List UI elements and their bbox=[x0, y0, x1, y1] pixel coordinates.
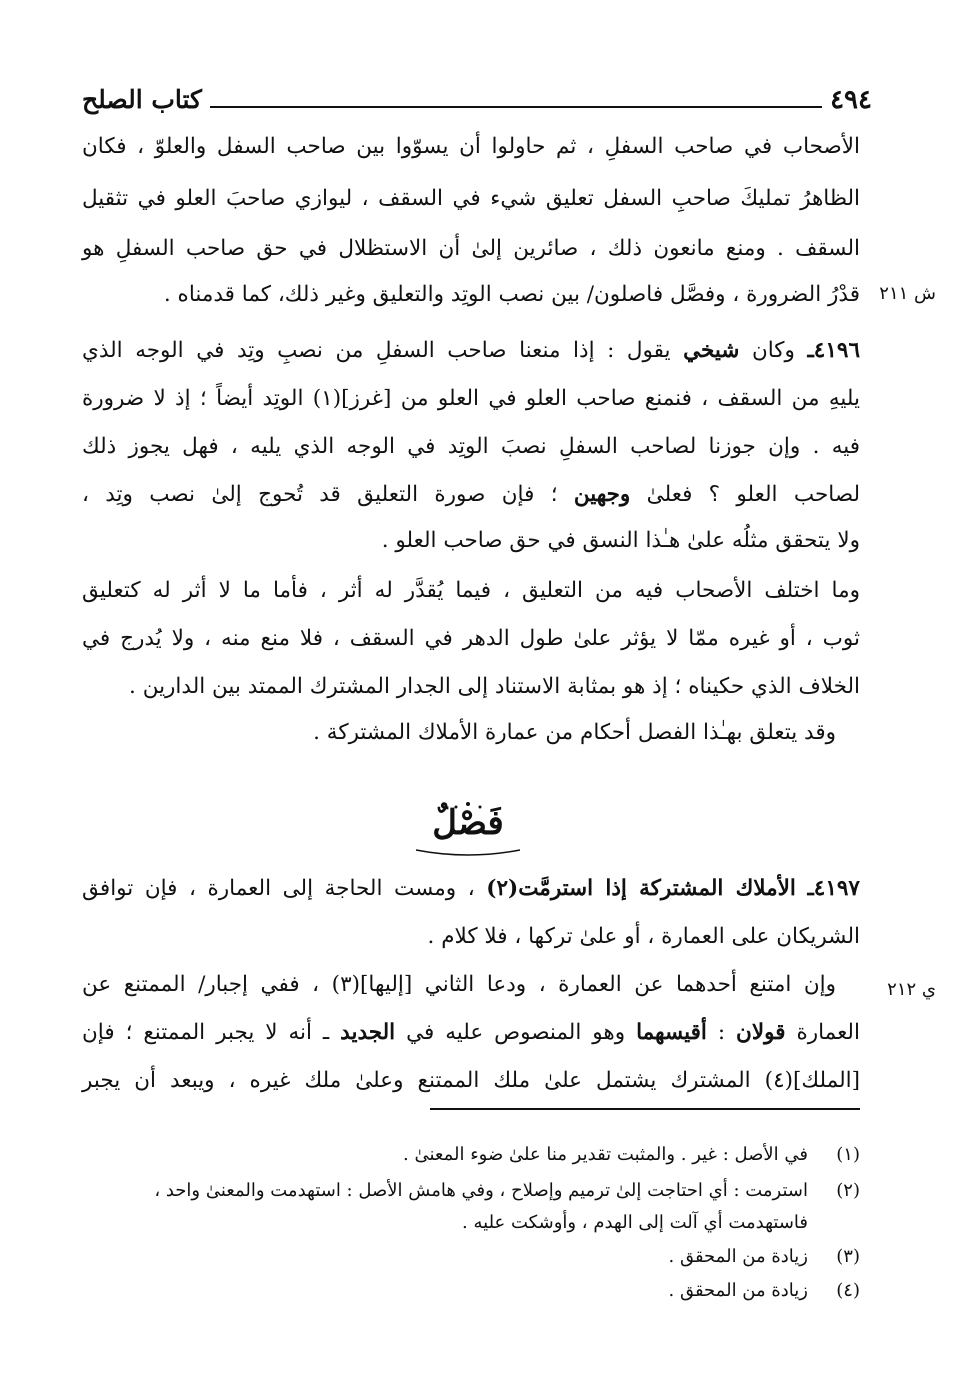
section-heading bbox=[398, 798, 538, 858]
text-line: ثوب ، أو غيره ممّا لا يؤثر علىٰ طول الدهر في السقف ، فلا منع منه ، ولا يُدرج في bbox=[82, 626, 860, 651]
text-line: وإن امتنع أحدهما عن العمارة ، ودعا الثاني [إليها](٣) ، ففي إجبار/ الممتنع عن bbox=[82, 972, 836, 997]
footnote-divider bbox=[430, 1108, 860, 1110]
page-number: ٤٩٤ bbox=[830, 85, 872, 115]
text-line: الظاهرُ تمليكَ صاحبِ السفل تعليق شيء في السقف ، ليوازي صاحبَ العلو في تثقيل bbox=[82, 186, 860, 211]
text-line: الخلاف الذي حكيناه ؛ إذ هو بمثابة الاستناد إلى الجدار المشترك الممتد بين الدارين . bbox=[129, 674, 860, 699]
text-line: الأصحاب في صاحب السفلِ ، ثم حاولوا أن يسوّوا بين صاحب السفل والعلوّ ، فكان bbox=[82, 134, 860, 159]
page-header bbox=[82, 78, 872, 114]
text-line: العمارة قولان : أقيسهما وهو المنصوص عليه في الجديد ـ أنه لا يجبر الممتنع ؛ فإن bbox=[82, 1020, 860, 1045]
book-title: كتاب الصلح bbox=[82, 85, 202, 114]
footnote-1: (١)في الأصل : غير . والمثبت تقدير منا علىٰ ضوء المعنىٰ . bbox=[403, 1144, 860, 1165]
footnote-3: (٣)زيادة من المحقق . bbox=[668, 1246, 860, 1267]
footnote-2: (٢)استرمت : أي احتاجت إلىٰ ترميم وإصلاح ، وفي هامش الأصل : استهدمت والمعنىٰ واحد ، bbox=[154, 1180, 860, 1201]
text-line: ٤١٩٦ـ وكان شيخي يقول : إذا منعنا صاحب السفلِ من نصبِ وتِد في الوجه الذي bbox=[82, 338, 860, 363]
text-line: ٤١٩٧ـ الأملاك المشتركة إذا استرمَّت(٢) ، ومست الحاجة إلى العمارة ، فإن توافق bbox=[82, 876, 860, 901]
section-heading-text: فَصْلٌ bbox=[432, 803, 504, 843]
issue-number: ٤١٩٧ـ bbox=[807, 876, 860, 901]
text-line: ولا يتحقق مثلُه علىٰ هـٰذا النسق في حق صاحب العلو . bbox=[381, 528, 860, 553]
text-line: لصاحب العلو ؟ فعلىٰ وجهين ؛ فإن صورة التعليق قد تُحوج إلىٰ نصب وتِد ، bbox=[82, 482, 861, 507]
text-line: يليهِ من السقف ، فنمنع صاحب العلو في العلو من [غرز](١) الوتِد أيضاً ؛ إذ لا ضرورة bbox=[82, 386, 860, 411]
footnote-4: (٤)زيادة من المحقق . bbox=[668, 1280, 860, 1301]
header-rule bbox=[210, 106, 822, 108]
footnote-2-continued: فاستهدمت أي آلت إلى الهدم ، وأوشكت عليه . bbox=[462, 1212, 808, 1233]
text-line: الشريكان على العمارة ، أو علىٰ تركها ، فلا كلام . bbox=[427, 924, 860, 949]
margin-note-y-212: ي ٢١٢ bbox=[887, 979, 936, 1000]
issue-number: ٤١٩٦ـ bbox=[807, 338, 860, 363]
margin-note-sh-211: ش ٢١١ bbox=[879, 283, 936, 304]
text-line: السقف . ومنع مانعون ذلك ، صائرين إلىٰ أن الاستظلال في حق صاحب السفلِ هو bbox=[82, 236, 860, 261]
text-line: فيه . وإن جوزنا لصاحب السفلِ نصبَ الوتِد في الوجه الذي يليه ، فهل يجوز ذلك bbox=[82, 434, 860, 459]
text-line: [الملك](٤) المشترك يشتمل علىٰ ملك الممتنع وعلىٰ ملك غيره ، ويبعد أن يجبر bbox=[82, 1068, 860, 1093]
text-line: قدْرُ الضرورة ، وفصَّل فاصلون/ بين نصب الوتِد والتعليق وغير ذلك، كما قدمناه . bbox=[163, 282, 860, 307]
text-line: وما اختلف الأصحاب فيه من التعليق ، فيما يُقدَّر له أثر ، فأما ما لا أثر له كتعليق bbox=[82, 578, 860, 603]
text-line: وقد يتعلق بهـٰذا الفصل أحكام من عمارة الأملاك المشتركة . bbox=[313, 720, 836, 745]
